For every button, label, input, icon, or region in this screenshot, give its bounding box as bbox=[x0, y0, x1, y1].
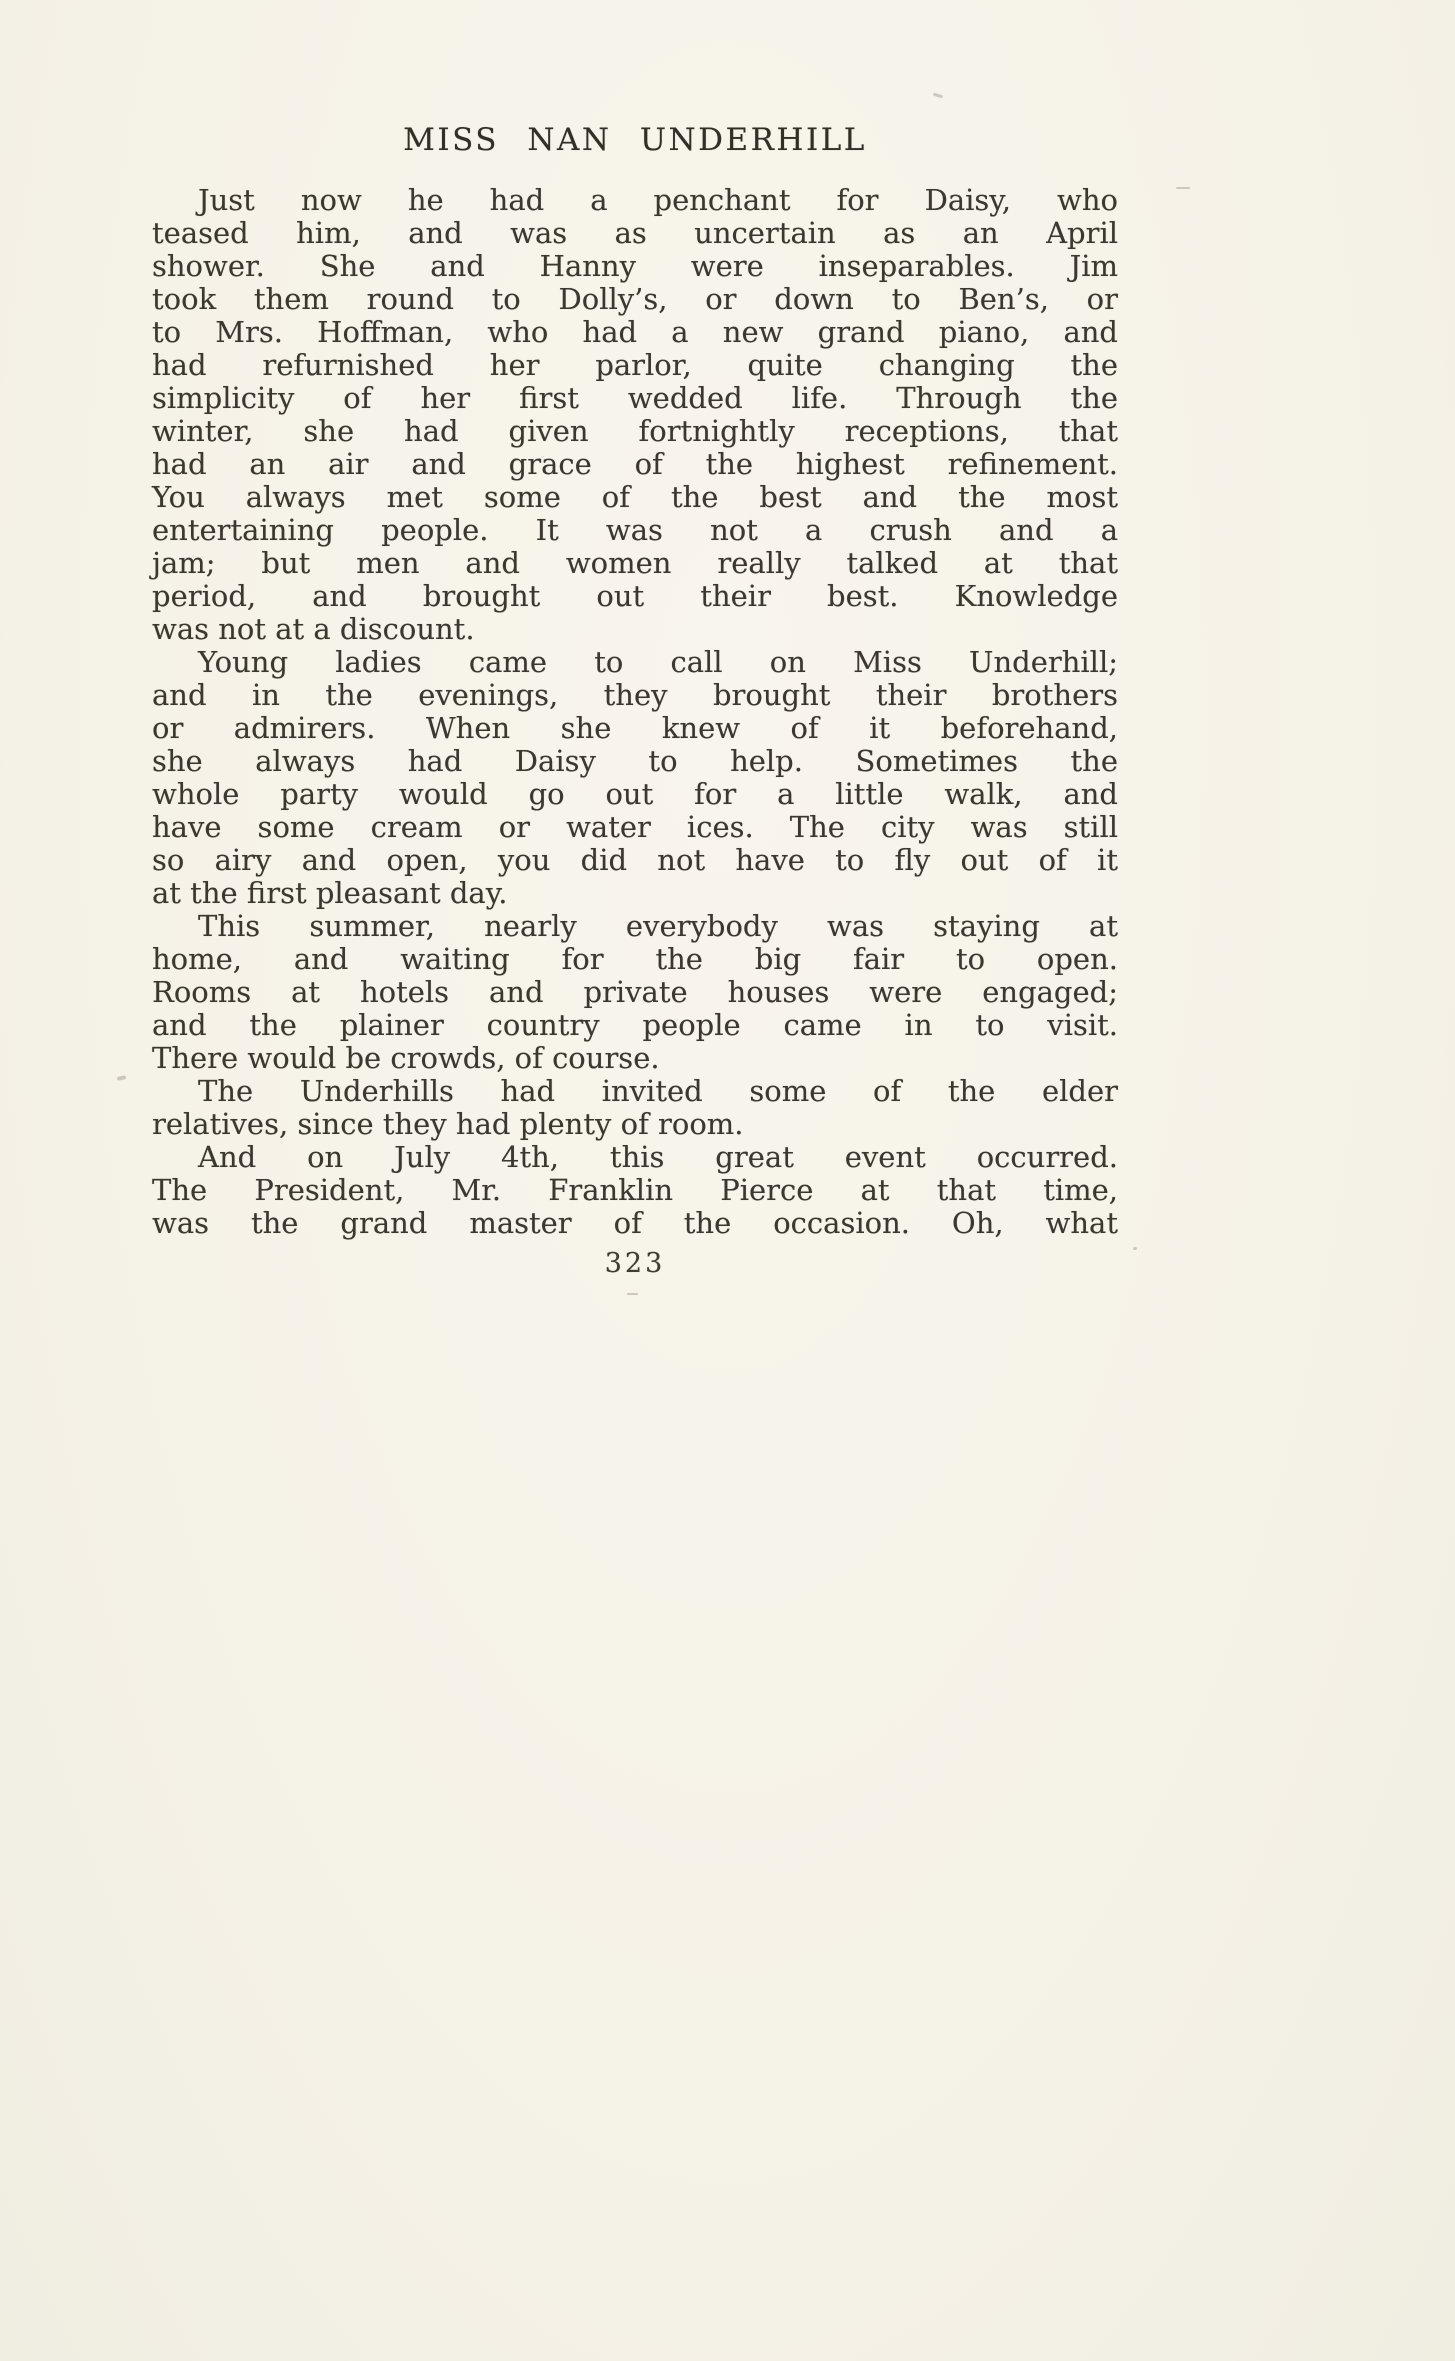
text-line: to Mrs. Hoffman, who had a new grand piano, and bbox=[152, 315, 1118, 349]
text-line: Rooms at hotels and private houses were engaged; bbox=[152, 975, 1118, 1009]
text-line: relatives, since they had plenty of room. bbox=[152, 1107, 744, 1141]
scan-speck bbox=[1133, 1247, 1137, 1250]
text-line: This summer, nearly everybody was staying at bbox=[198, 909, 1118, 943]
text-line: or admirers. When she knew of it beforehand, bbox=[152, 711, 1118, 745]
text-line: entertaining people. It was not a crush and a bbox=[152, 513, 1118, 547]
text-block bbox=[152, 184, 1118, 1240]
text-line: period, and brought out their best. Knowledge bbox=[152, 579, 1118, 613]
page-number: 323 bbox=[604, 1248, 666, 1279]
text-line: simplicity of her first wedded life. Through the bbox=[152, 381, 1118, 415]
text-line: The President, Mr. Franklin Pierce at that time, bbox=[152, 1173, 1118, 1207]
paragraph-3 bbox=[152, 910, 1118, 1075]
scan-speck bbox=[933, 93, 943, 99]
text-line: home, and waiting for the big fair to open. bbox=[152, 942, 1118, 976]
text-line: Young ladies came to call on Miss Underhill; bbox=[198, 645, 1118, 679]
text-line: was the grand master of the occasion. Oh, what bbox=[152, 1206, 1118, 1240]
text-line: at the first pleasant day. bbox=[152, 876, 508, 910]
text-line: so airy and open, you did not have to fly out of it bbox=[152, 843, 1118, 877]
text-line: winter, she had given fortnightly receptions, that bbox=[152, 414, 1118, 448]
text-line: was not at a discount. bbox=[152, 612, 475, 646]
paragraph-5 bbox=[152, 1141, 1118, 1240]
paragraph-4 bbox=[152, 1075, 1118, 1141]
text-line: teased him, and was as uncertain as an April bbox=[152, 216, 1118, 250]
text-line: There would be crowds, of course. bbox=[152, 1041, 660, 1075]
text-line: jam; but men and women really talked at that bbox=[152, 546, 1118, 580]
page-title: MISS NAN UNDERHILL bbox=[403, 122, 867, 158]
paragraph-2 bbox=[152, 646, 1118, 910]
paragraph-1 bbox=[152, 184, 1118, 646]
text-line: and the plainer country people came in to visit. bbox=[152, 1008, 1118, 1042]
text-line: took them round to Dolly’s, or down to Ben’s, or bbox=[152, 282, 1118, 316]
text-line: had refurnished her parlor, quite changing the bbox=[152, 348, 1118, 382]
text-line: had an air and grace of the highest refinement. bbox=[152, 447, 1118, 481]
text-line: she always had Daisy to help. Sometimes the bbox=[152, 744, 1118, 778]
scan-speck bbox=[627, 1293, 638, 1295]
text-line: Just now he had a penchant for Daisy, who bbox=[198, 183, 1118, 217]
text-line: And on July 4th, this great event occurred. bbox=[198, 1140, 1118, 1174]
text-line: and in the evenings, they brought their brothers bbox=[152, 678, 1118, 712]
scan-speck bbox=[117, 1075, 127, 1081]
text-line: The Underhills had invited some of the elder bbox=[198, 1074, 1118, 1108]
text-line: shower. She and Hanny were inseparables. Jim bbox=[152, 249, 1118, 283]
scan-speck bbox=[1176, 187, 1190, 189]
text-line: have some cream or water ices. The city was still bbox=[152, 810, 1118, 844]
text-line: You always met some of the best and the most bbox=[152, 480, 1118, 514]
text-line: whole party would go out for a little walk, and bbox=[152, 777, 1118, 811]
